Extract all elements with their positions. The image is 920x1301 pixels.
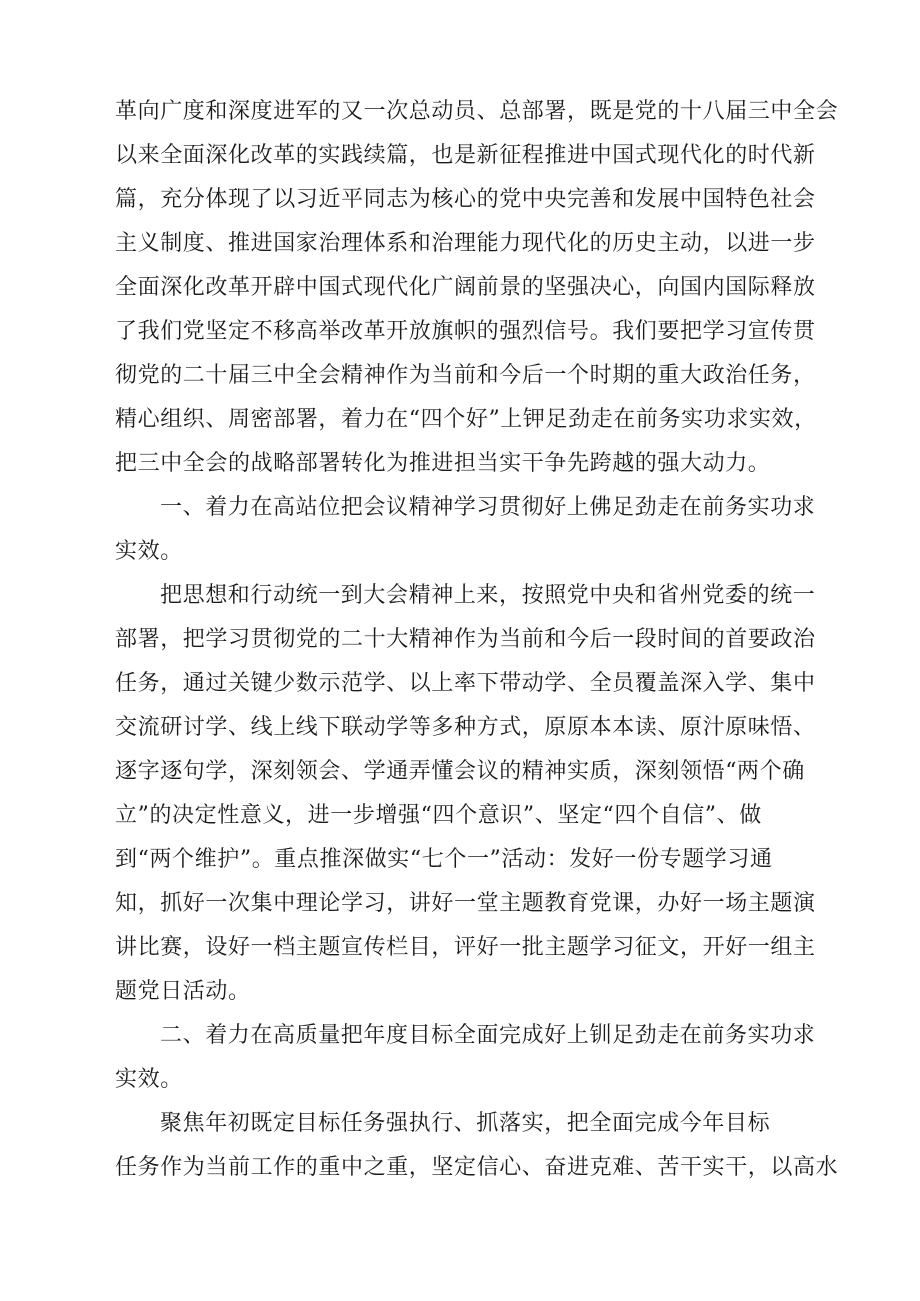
- text-line: 任务作为当前工作的重中之重，坚定信心、奋进克难、苦干实干，以高水: [115, 1155, 839, 1180]
- text-line: 主义制度、推进国家治理体系和治理能力现代化的历史主动，以进一步: [115, 231, 816, 256]
- text-line: 讲比赛，设好一档主题宣传栏目，评好一批主题学习征文，开好一组主: [115, 935, 816, 960]
- text-line: 革向广度和深度进军的又一次总动员、总部署，既是党的十八届三中全会: [115, 99, 839, 124]
- text-line: 立”的决定性意义，进一步增强“四个意识”、坚定“四个自信”、做: [115, 803, 762, 828]
- section-heading-2-cont: 实效。: [115, 1067, 183, 1092]
- text-line: 精心组织、周密部署，着力在“四个好”上钾足劲走在前务实功求实效，: [115, 407, 817, 432]
- section-heading-1-cont: 实效。: [115, 539, 183, 564]
- text-line: 到“两个维护”。重点推深做实“七个一”活动：发好一份专题学习通: [115, 847, 773, 872]
- text-line: 逐字逐句学，深刻领会、学通弄懂会议的精神实质，深刻领悟“两个确: [115, 759, 805, 784]
- text-line: 题党日活动。: [115, 979, 251, 1004]
- section-heading-1: 一、着力在高站位把会议精神学习贯彻好上佛足劲走在前务实功求: [160, 495, 816, 520]
- text-line: 彻党的二十届三中全会精神作为当前和今后一个时期的重大政治任务，: [115, 363, 816, 388]
- text-line: 把思想和行动统一到大会精神上来，按照党中央和省州党委的统一: [160, 583, 816, 608]
- text-line: 篇，充分体现了以习近平同志为核心的党中央完善和发展中国特色社会: [115, 187, 816, 212]
- text-line: 交流研讨学、线上线下联动学等多种方式，原原本本读、原汁原味悟、: [115, 715, 816, 740]
- text-line: 了我们党坚定不移高举改革开放旗帜的强烈信号。我们要把学习宣传贯: [115, 319, 816, 344]
- text-line: 把三中全会的战略部署转化为推进担当实干争先跨越的强大动力。: [115, 451, 771, 476]
- text-line: 全面深化改革开辟中国式现代化广阔前景的坚强决心，向国内国际释放: [115, 275, 816, 300]
- text-line: 聚焦年初既定目标任务强执行、抓落实，把全面完成今年目标: [160, 1111, 771, 1136]
- text-line: 任务，通过关键少数示范学、以上率下带动学、全员覆盖深入学、集中: [115, 671, 816, 696]
- text-line: 知，抓好一次集中理论学习，讲好一堂主题教育党课，办好一场主题演: [115, 891, 816, 916]
- section-heading-2: 二、着力在高质量把年度目标全面完成好上钏足劲走在前务实功求: [160, 1023, 816, 1048]
- text-line: 部署，把学习贯彻党的二十大精神作为当前和今后一段时间的首要政治: [115, 627, 816, 652]
- text-line: 以来全面深化改革的实践续篇，也是新征程推进中国式现代化的时代新: [115, 143, 816, 168]
